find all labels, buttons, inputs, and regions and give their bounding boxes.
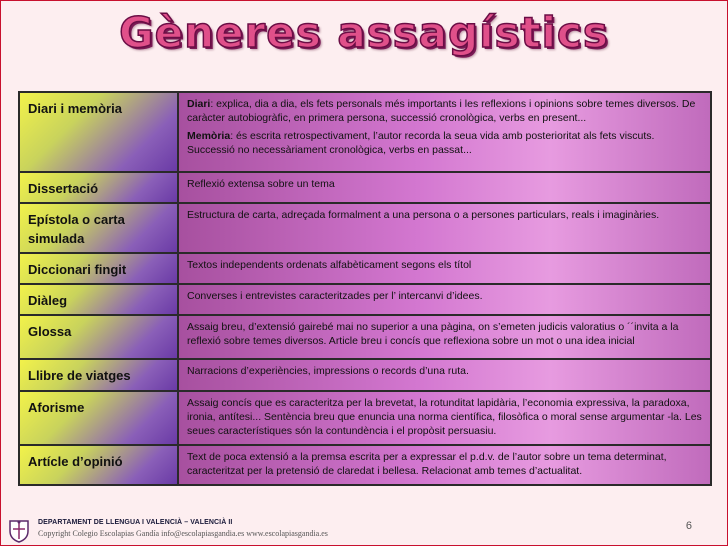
page-number: 6 xyxy=(685,520,692,532)
table-row xyxy=(19,172,711,203)
copyright-text: Copyright Colegio Escolapias Gandía info@escolapiasgandia.es www.escolapiasgandia.es xyxy=(38,529,328,538)
table-row xyxy=(19,92,711,172)
table-row xyxy=(19,359,711,391)
school-crest-icon xyxy=(8,519,30,543)
genre-term: Aforisme xyxy=(19,391,178,445)
slide-title: Gèneres assagístics xyxy=(119,8,609,57)
genre-term: Glossa xyxy=(19,315,178,359)
genre-description: Textos independents ordenats alfabèticament segons els títol xyxy=(178,253,711,284)
genre-term: Diàleg xyxy=(19,284,178,315)
part-label: Diari xyxy=(187,98,211,110)
description-part xyxy=(187,129,702,157)
genre-description: Text de poca extensió a la premsa escrita per a expressar el p.d.v. de l’autor sobre un tema determinat, caracteritzat per la pretensió de claredat i bellesa. Relacionat amb temes d’actualitat. xyxy=(178,445,711,485)
department-label: DEPARTAMENT DE LLENGUA I VALENCIÀ – VALENCIÀ II xyxy=(38,519,233,526)
genres-table xyxy=(18,91,712,486)
genre-term: Diccionari fingit xyxy=(19,253,178,284)
genre-term: Llibre de viatges xyxy=(19,359,178,391)
part-label: Memòria xyxy=(187,130,231,142)
genre-description: Assaig breu, d’extensió gairebé mai no superior a una pàgina, on s’emeten judicis valoratius o ´´invita a la reflexió sobre temes diversos. Article breu i concís que reflexiona sobre un mot o una idea inicial xyxy=(178,315,711,359)
genre-description: Converses i entrevistes caracteritzades per l’ intercanvi d’idees. xyxy=(178,284,711,315)
genre-term: Dissertació xyxy=(19,172,178,203)
genre-term: Diari i memòria xyxy=(19,92,178,172)
table-row xyxy=(19,203,711,253)
table-row xyxy=(19,445,711,485)
genre-term: Artícle d’opinió xyxy=(19,445,178,485)
genre-description: Narracions d’experiències, impressions o records d’una ruta. xyxy=(178,359,711,391)
genre-description xyxy=(178,92,711,172)
table-row xyxy=(19,315,711,359)
table-row xyxy=(19,253,711,284)
table-row xyxy=(19,391,711,445)
genre-description: Reflexió extensa sobre un tema xyxy=(178,172,711,203)
table-row xyxy=(19,284,711,315)
description-part xyxy=(187,97,702,125)
slide-footer xyxy=(0,516,728,546)
genre-description: Estructura de carta, adreçada formalment a una persona o a persones particulars, reals i imaginàries. xyxy=(178,203,711,253)
part-text: : és escrita retrospectivament, l’autor recorda la seua vida amb posterioritat als fets viscuts. Successió no necessàriament cronològica, verbs en passat... xyxy=(187,130,655,156)
genre-term: Epístola o carta simulada xyxy=(19,203,178,253)
genre-description: Assaig concís que es caracteritza per la brevetat, la rotunditat lapidària, l’economia expressiva, la paradoxa, ironia, antítesi... Sentència breu que enuncia una norma científica, filosòfica o moral sense argumentar -la. Les seues característiques són la contundència i el propòsit persuasiu. xyxy=(178,391,711,445)
part-text: : explica, dia a dia, els fets personals més importants i les reflexions i opinions sobre temes diversos. De caràcter autobiogràfic, en primera persona, successió cronològica, verbs en present... xyxy=(187,98,696,124)
